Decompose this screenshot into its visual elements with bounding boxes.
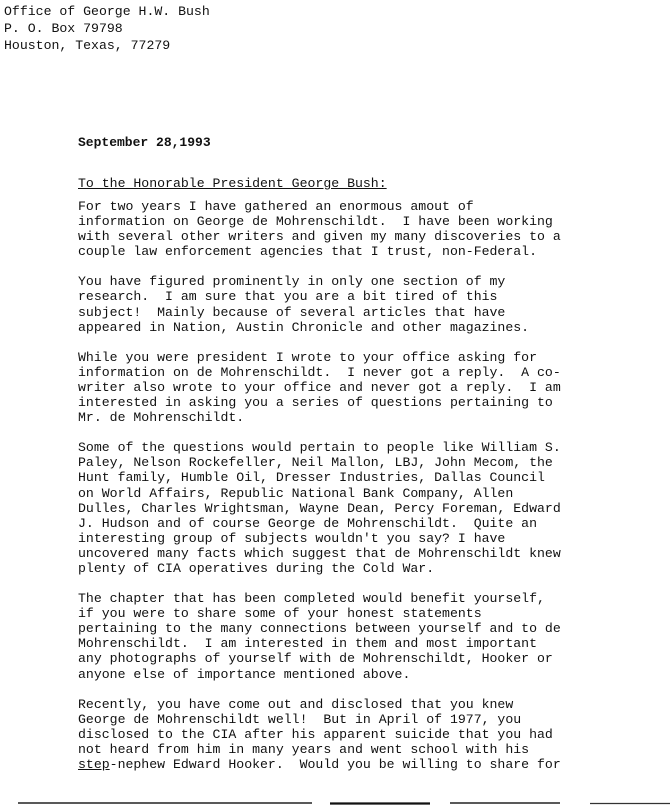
body-line: appeared in Nation, Austin Chronicle and other magazines.	[78, 319, 530, 335]
paragraph-6	[78, 697, 658, 772]
bottom-edge-rule	[0, 800, 670, 809]
body-line: not heard from him in many years and went school with his	[78, 741, 530, 757]
body-line: couple law enforcement agencies that I trust, non-Federal.	[78, 244, 537, 260]
body-line: Recently, you have come out and disclosed that you knew	[78, 696, 514, 712]
body-line: if you were to share some of your honest statements	[78, 606, 482, 622]
body-line: research. I am sure that you are a bit tired of this	[78, 289, 498, 305]
body-line: uncovered many facts which suggest that de Mohrenschildt knew	[78, 545, 561, 561]
body-line: pertaining to the many connections between yourself and to de	[78, 621, 561, 637]
body-line: J. Hudson and of course George de Mohrenschildt. Quite an	[78, 515, 537, 531]
body-line: You have figured prominently in only one section of my	[78, 274, 506, 290]
body-line: Hunt family, Humble Oil, Dresser Industries, Dallas Council	[78, 470, 545, 486]
paragraph-1	[78, 199, 658, 259]
body-line: While you were president I wrote to your office asking for	[78, 349, 537, 365]
body-line: George de Mohrenschildt well! But in April of 1977, you	[78, 711, 522, 727]
sender-address	[4, 3, 210, 54]
body-line: For two years I have gathered an enormous amout of	[78, 199, 474, 214]
body-line: disclosed to the CIA after his apparent suicide that you had	[78, 726, 553, 742]
body-line: any photographs of yourself with de Mohrenschildt, Hooker or	[78, 651, 553, 667]
paragraph-3	[78, 350, 658, 425]
sender-line-2: P. O. Box 79798	[4, 21, 123, 36]
body-line: subject! Mainly because of several articles that have	[78, 304, 506, 320]
body-line: Mr. de Mohrenschildt.	[78, 410, 245, 426]
sender-line-1: Office of George H.W. Bush	[4, 4, 210, 19]
body-line-with-underline	[78, 757, 658, 772]
body-line: with several other writers and given my many discoveries to a	[78, 229, 561, 245]
body-line: information on de Mohrenschildt. I never got a reply. A co-	[78, 364, 561, 380]
body-line: plenty of CIA operatives during the Cold War.	[78, 560, 435, 576]
body-line: writer also wrote to your office and never got a reply. I am	[78, 379, 561, 395]
body-line: Paley, Nelson Rockefeller, Neil Mallon, LBJ, John Mecom, the	[78, 455, 553, 471]
body-line: on World Affairs, Republic National Bank Company, Allen	[78, 485, 514, 501]
line-remainder: -nephew Edward Hooker. Would you be willing to share for	[109, 757, 561, 772]
sender-line-3: Houston, Texas, 77279	[4, 38, 171, 53]
paragraph-2	[78, 274, 658, 334]
underlined-word: step	[78, 757, 110, 772]
body-line: anyone else of importance mentioned above.	[78, 666, 411, 682]
body-line: Dulles, Charles Wrightsman, Wayne Dean, Percy Foreman, Edward	[78, 500, 561, 516]
body-line: Some of the questions would pertain to people like William S.	[78, 440, 561, 456]
body-line: The chapter that has been completed would benefit yourself,	[78, 591, 545, 607]
letter-date: September 28,1993	[78, 135, 211, 150]
body-line: interesting group of subjects wouldn't you say? I have	[78, 530, 506, 546]
body-line: interested in asking you a series of questions pertaining to	[78, 395, 553, 411]
letter-body	[78, 199, 658, 787]
body-line: Mohrenschildt. I am interested in them and most important	[78, 636, 537, 652]
paragraph-4	[78, 440, 658, 576]
paragraph-5	[78, 591, 658, 682]
body-line: information on George de Mohrenschildt. I have been working	[78, 214, 553, 230]
salutation: To the Honorable President George Bush:	[78, 176, 387, 191]
